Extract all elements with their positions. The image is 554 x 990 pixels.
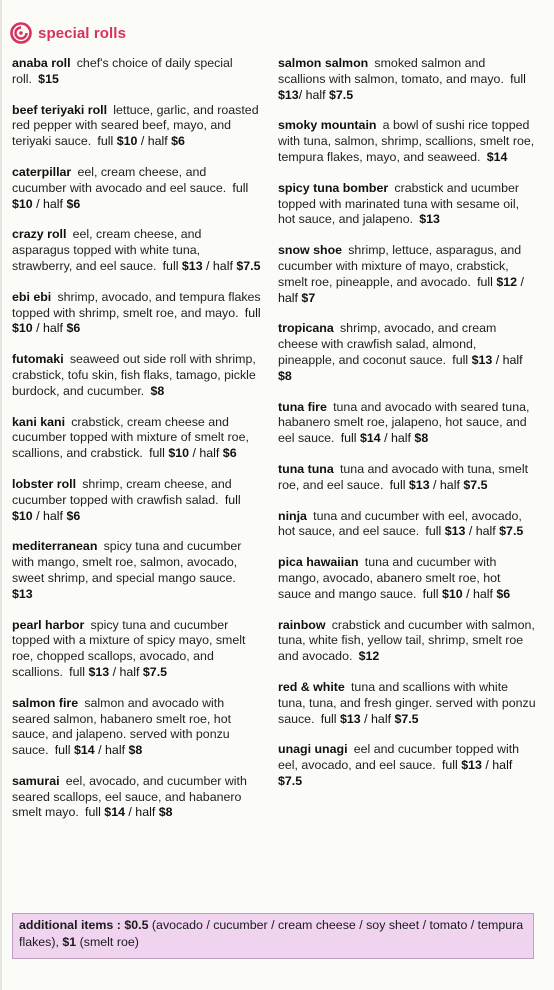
menu-item-name: unagi unagi: [278, 742, 348, 757]
menu-item-price: full $13 / half $7.5: [320, 711, 419, 726]
menu-item-price: $15: [38, 71, 59, 86]
menu-item-description: chef's choice of daily special roll.: [12, 56, 233, 86]
menu-item: [278, 680, 536, 727]
menu-item: [278, 555, 536, 602]
menu-item-description: crabstick and ucumber topped with marinated tuna with sesame oil, hot sauce, and jalapeno.: [278, 180, 520, 227]
menu-item-name: beef teriyaki roll: [12, 102, 108, 117]
menu-item: [278, 462, 536, 494]
menu-item: [278, 321, 536, 384]
menu-item-price: full $12 / half $7: [278, 274, 524, 305]
menu-item-price: $13: [419, 212, 440, 227]
menu-item-description: shrimp, avocado, and cream cheese with crawfish salad, almond, pineapple, and coconut sauce.: [278, 321, 497, 367]
menu-item-name: caterpillar: [12, 164, 72, 179]
menu-item-price: $14: [486, 149, 508, 164]
menu-item-price: full $10 / half $6: [149, 446, 237, 461]
menu-item-price: full $10 / half $6: [97, 134, 185, 149]
menu-column-right: [278, 56, 536, 836]
menu-item-name: pearl harbor: [12, 617, 85, 632]
menu-item-description: crabstick and cucumber with salmon, tuna, white fish, yellow tail, shrimp, smelt roe and avocado.: [278, 617, 535, 664]
menu-item-price: full $13 / half $7.5: [278, 758, 513, 788]
menu-item-price: full $14 / half $8: [340, 431, 429, 446]
menu-item-price: full $13/ half $7.5: [278, 71, 526, 102]
menu-item-price: $8: [150, 383, 165, 398]
menu-item: [12, 618, 262, 681]
additional-list-2: (smelt roe): [79, 935, 139, 949]
menu-item-name: salmon salmon: [278, 56, 369, 70]
menu-item-description: tuna and avocado with tuna, smelt roe, and eel sauce.: [278, 461, 529, 492]
additional-list-1: (avocado / cucumber / cream cheese / soy sheet / tomato / tempura flakes),: [19, 918, 524, 949]
menu-item-price: full $13 / half $7.5: [389, 477, 488, 492]
menu-item-name: futomaki: [12, 352, 64, 367]
menu-item-price: $12: [358, 649, 380, 664]
menu-item-description: crabstick, cream cheese and cucumber topped with mixture of smelt roe, scallions, and crabstick.: [12, 414, 249, 461]
menu-item-price: full $13 / half $7.5: [69, 664, 168, 679]
menu-item-price: full $13 / half $7.5: [162, 258, 261, 273]
menu-item-name: smoky mountain: [278, 118, 377, 133]
menu-item-description: eel, avocado, and cucumber with seared scallops, eel sauce, and habanero smelt mayo.: [12, 773, 247, 820]
menu-item-price: full $10 / half $6: [12, 492, 241, 523]
menu-item: [12, 352, 262, 399]
menu-item-description: eel, cream cheese, and asparagus topped with white tuna, strawberry, and eel sauce.: [12, 227, 202, 273]
menu-item: [12, 477, 262, 524]
menu-item: [278, 400, 536, 447]
menu-item-price: full $14 / half $8: [54, 743, 143, 758]
menu-item: [278, 243, 536, 306]
menu-item-description: shrimp, avocado, and tempura flakes topped with shrimp, smelt roe, and mayo.: [12, 289, 261, 320]
menu-item: [278, 118, 536, 165]
section-title: special rolls: [38, 24, 127, 42]
additional-items-label: additional items :: [19, 918, 121, 932]
menu-item-name: tuna tuna: [278, 461, 334, 476]
menu-item: [12, 56, 262, 88]
menu-column-left: [12, 56, 262, 836]
menu-item: [12, 774, 262, 821]
menu-item-description: a bowl of sushi rice topped with tuna, salmon, shrimp, scallions, smelt roe, tempura flakes, mayo, and seaweed.: [278, 118, 535, 164]
swirl-logo-icon: [10, 22, 32, 44]
section-header: [10, 22, 126, 44]
menu-item-price: full $14 / half $8: [85, 805, 173, 820]
menu-item-price: full $10 / half $6: [12, 180, 249, 211]
menu-item-description: seaweed out side roll with shrimp, crabstick, tofu skin, fish flaks, tamago, pickle burdock, and cucumber.: [12, 352, 256, 398]
menu-item: [12, 103, 262, 150]
menu-item-name: spicy tuna bomber: [278, 180, 389, 195]
additional-items-box: [12, 913, 534, 959]
menu-item-name: mediterranean: [12, 539, 98, 554]
menu-item-name: salmon fire: [12, 695, 79, 710]
menu-item-description: smoked salmon and scallions with salmon, tomato, and mayo.: [278, 56, 504, 86]
menu-item-description: shrimp, lettuce, asparagus, and cucumber with mixture of mayo, crabstick, smelt roe, pineapple, and avocado.: [278, 243, 522, 289]
menu-item-price: full $10 / half $6: [12, 305, 261, 336]
menu-item-description: salmon and avocado with seared salmon, habanero smelt roe, hot sauce, and jalapeno. served with ponzu sauce.: [12, 695, 232, 758]
menu-item-description: tuna and cucumber with mango, avocado, abanero smelt roe, hot sauce and mango sauce.: [278, 555, 501, 601]
menu-item-name: rainbow: [278, 617, 326, 632]
menu-item-description: eel and cucumber topped with eel, avocado, and eel sauce.: [278, 742, 520, 773]
menu-item-name: ninja: [278, 508, 307, 523]
menu-item-name: tuna fire: [278, 399, 327, 414]
menu-item: [278, 181, 536, 228]
menu-item-price: full $13 / half $7.5: [425, 524, 524, 539]
menu-item: [12, 539, 262, 602]
menu-item: [278, 618, 536, 665]
additional-price-1: $0.5: [124, 918, 149, 932]
menu-item-name: red & white: [278, 679, 345, 694]
menu-item-name: kani kani: [12, 414, 66, 429]
menu-columns: [12, 56, 536, 836]
menu-item: [12, 227, 262, 274]
menu-item-description: shrimp, cream cheese, and cucumber topped with crawfish salad.: [12, 476, 232, 507]
menu-item-name: tropicana: [278, 321, 334, 336]
menu-item-description: tuna and avocado with seared tuna, habanero smelt roe, jalapeno, hot sauce, and eel sauce.: [278, 399, 530, 446]
menu-item-price: full $13 / half $8: [278, 352, 523, 383]
menu-item-description: eel, cream cheese, and cucumber with avocado and eel sauce.: [12, 164, 227, 195]
menu-item-description: tuna and cucumber with eel, avocado, hot sauce, and eel sauce.: [278, 508, 522, 539]
menu-item: [12, 165, 262, 212]
menu-item-name: pica hawaiian: [278, 555, 359, 570]
menu-item-name: snow shoe: [278, 243, 343, 258]
menu-item-name: samurai: [12, 773, 60, 788]
additional-price-2: $1: [62, 935, 77, 949]
menu-item: [12, 290, 262, 337]
menu-item: [278, 742, 536, 789]
menu-item: [278, 509, 536, 541]
menu-item-price: full $10 / half $6: [422, 586, 511, 601]
menu-item-name: anaba roll: [12, 56, 71, 70]
menu-item: [12, 415, 262, 462]
menu-item-name: crazy roll: [12, 227, 67, 242]
menu-item-price: $13: [12, 586, 33, 601]
menu-item-description: tuna and scallions with white tuna, tuna, and fresh ginger. served with ponzu sauce.: [278, 679, 536, 726]
menu-item: [278, 56, 536, 103]
menu-item-description: spicy tuna and cucumber topped with a mixture of spicy mayo, smelt roe, chopped scallops, avocado, and scallions.: [12, 617, 246, 679]
menu-item-name: ebi ebi: [12, 289, 52, 304]
menu-item: [12, 696, 262, 759]
menu-item-name: lobster roll: [12, 476, 77, 491]
menu-item-description: spicy tuna and cucumber with mango, smelt roe, salmon, avocado, sweet shrimp, and special mango sauce.: [12, 539, 242, 585]
menu-item-description: lettuce, garlic, and roasted red pepper with seared beef, mayo, and teriyaki sauce.: [12, 102, 259, 149]
